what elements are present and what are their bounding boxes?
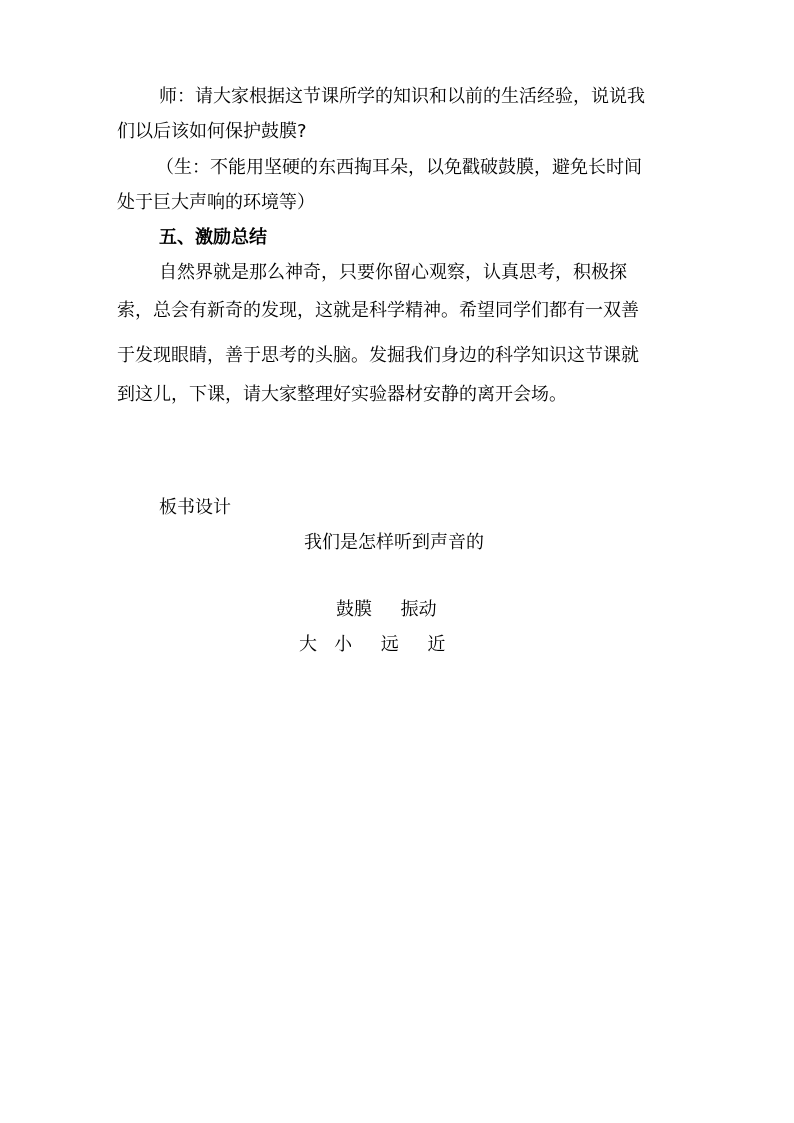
board-design-title: 我们是怎样听到声音的 [304, 532, 484, 553]
student-answer-line-2: 处于巨大声响的环境等） [117, 192, 315, 213]
summary-line-2: 索，总会有新奇的发现，这就是科学精神。希望同学们都有一双善 [117, 300, 639, 321]
summary-line-3: 于发现眼睛，善于思考的头脑。发掘我们身边的科学知识这节课就 [117, 345, 639, 366]
teacher-question-line-2: 们以后该如何保护鼓膜? [117, 121, 307, 142]
board-design-label: 板书设计 [159, 497, 231, 518]
teacher-question-line-1: 师：请大家根据这节课所学的知识和以前的生活经验，说说我 [159, 86, 645, 107]
board-design-row-2: 大 小 远 近 [299, 634, 446, 655]
summary-line-4: 到这儿，下课，请大家整理好实验器材安静的离开会场。 [117, 384, 567, 405]
summary-line-1: 自然界就是那么神奇，只要你留心观察，认真思考，积极探 [159, 262, 627, 283]
section-heading: 五、激励总结 [159, 227, 267, 248]
board-design-row-1: 鼓膜 振动 [336, 599, 437, 620]
student-answer-line-1: （生：不能用坚硬的东西掏耳朵，以免戳破鼓膜，避免长时间 [156, 157, 642, 178]
